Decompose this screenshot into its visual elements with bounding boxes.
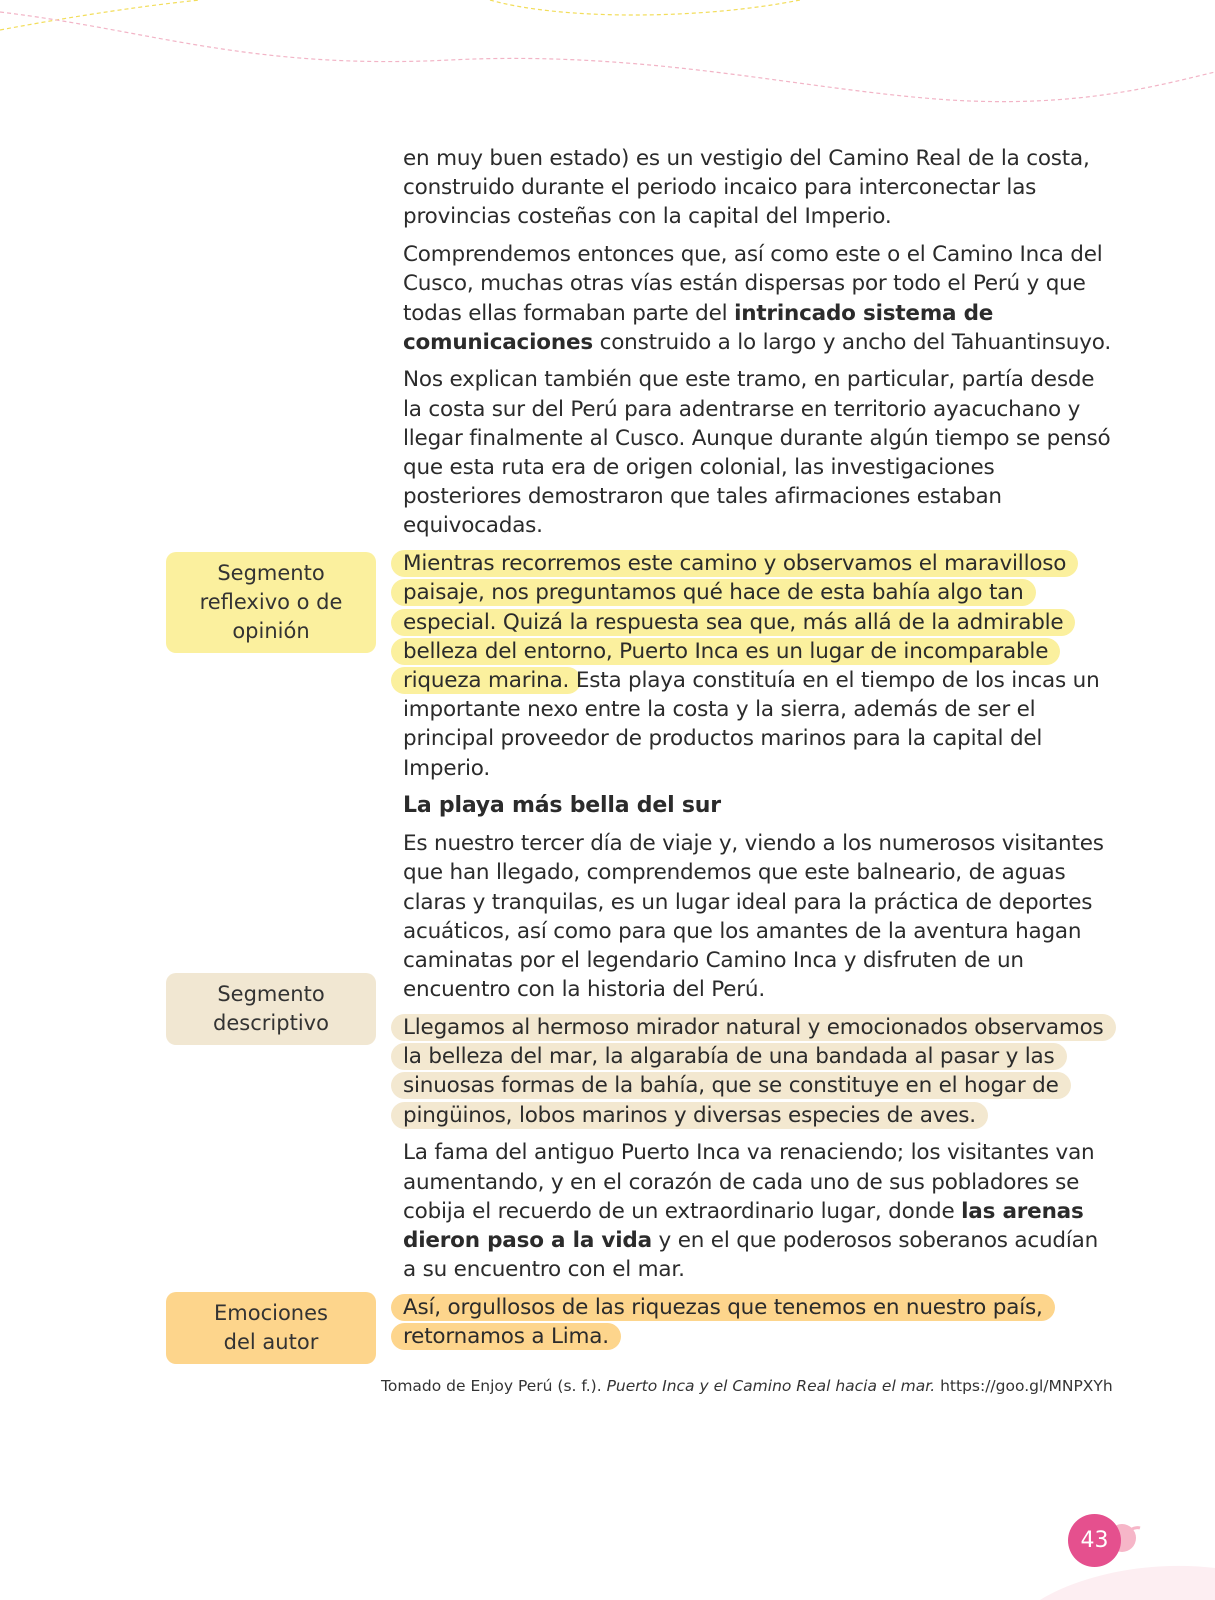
paragraph-1: en muy buen estado) es un vestigio del Camino Real de la costa, construido durante el periodo incaico para interconectar las provincias costeñas con la capital del Imperio. [403, 146, 1090, 230]
source-url: https://goo.gl/MNPXYh [935, 1377, 1113, 1395]
paragraph-5: Es nuestro tercer día de viaje y, viendo a los numerosos visitantes que han llegado, comprendemos que este balneario, de aguas claras y tranquilas, es un lugar ideal para la práctica de deportes acuáticos, así como para que los amantes de la aventura hagan caminatas por el legendario Camino Inca y disfruten de un encuentro con la historia del Perú. [403, 831, 1104, 1003]
source-title: Puerto Inca y el Camino Real hacia el mar. [606, 1377, 936, 1395]
top-wave-decoration [0, 0, 1215, 110]
paragraph-7: La fama del antiguo Puerto Inca va renaciendo; los visitantes van aumentando, y en el corazón de cada uno de sus pobladores se cobija el recuerdo de un extraordinario lugar, donde las arenas dieron paso a la vida y en el que poderosos soberanos acudían a su encuentro con el mar. [403, 1140, 1099, 1283]
emotions-highlight: Así, orgullosos de las riquezas que tenemos en nuestro país, retornamos a Lima. [391, 1294, 1055, 1350]
reflexive-highlight: Mientras recorremos este camino y observamos el maravilloso paisaje, nos preguntamos qué hace de esta bahía algo tan especial. Quizá la respuesta sea que, más allá de la admirable belleza del entorno, Puerto Inca es un lugar de incomparable riqueza marina. [391, 550, 1078, 694]
bold-phrase: intrincado sistema de comunicaciones [403, 300, 994, 355]
descriptive-highlight: Llegamos al hermoso mirador natural y emocionados observamos la belleza del mar, la algarabía de una bandada al pasar y las sinuosas formas de la bahía, que se constituye en el hogar de pingüinos, lobos marinos y diversas especies de aves. [391, 1014, 1116, 1129]
paragraph-8 [403, 1293, 1113, 1351]
paragraph-2: Comprendemos entonces que, así como este o el Camino Inca del Cusco, muchas otras vías están dispersas por todo el Perú y que todas ellas formaban parte del intrincado sistema de comunicaciones construido a lo largo y ancho del Tahuantinsuyo. [403, 242, 1111, 355]
source-citation: Tomado de Enjoy Perú (s. f.). Puerto Inca y el Camino Real hacia el mar. https://goo.gl/MNPXYh [381, 1377, 1113, 1395]
section-heading: La playa más bella del sur [403, 793, 721, 819]
paragraph-3: Nos explican también que este tramo, en particular, partía desde la costa sur del Perú para adentrarse en territorio ayacuchano y llegar finalmente al Cusco. Aunque durante algún tiempo se pensó que esta ruta era de origen colonial, las investigaciones posteriores demostraron que tales afirmaciones estaban equivocadas. [403, 367, 1111, 539]
article-text [403, 144, 1113, 1360]
tag-reflexive-segment: Segmento reflexivo o de opinión [166, 552, 376, 653]
bold-phrase: las arenas dieron paso a la vida [403, 1198, 1084, 1253]
paragraph-4: Mientras recorremos este camino y observamos el maravilloso paisaje, nos preguntamos qué hace de esta bahía algo tan especial. Quizá la respuesta sea que, más allá de la admirable belleza del entorno, Puerto Inca es un lugar de incomparable riqueza marina. Esta playa constituía en el tiempo de los incas un importante nexo entre la costa y la sierra, además de ser el principal proveedor de productos marinos para la capital del Imperio. [403, 549, 1113, 783]
tag-author-emotions: Emociones del autor [166, 1292, 376, 1364]
paragraph-6 [403, 1013, 1113, 1130]
tag-descriptive-segment: Segmento descriptivo [166, 973, 376, 1045]
page-number-badge: 43 [1068, 1514, 1121, 1567]
